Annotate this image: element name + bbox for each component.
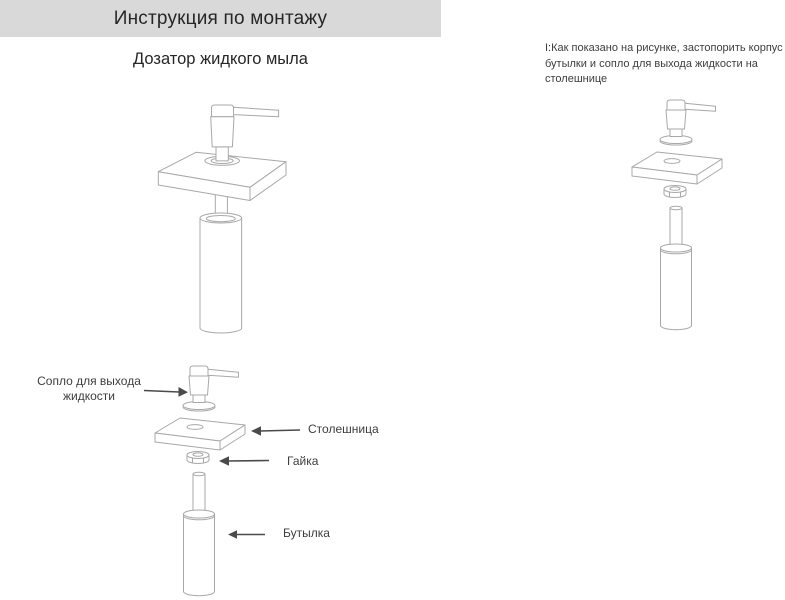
exploded-dispenser-drawing-right [620,95,750,334]
title-bar [0,0,441,37]
arrow-left-icon [227,528,267,541]
label-nozzle-line-1: Сопло для выхода [37,374,141,388]
bottle-with-tube [200,193,242,333]
page-subtitle: Дозатор жидкого мыла [133,50,308,68]
instruction-line-1: I:Как показано на рисунке, застопорить корпус [545,42,783,54]
instruction-text [545,41,783,88]
arrow-right-icon [143,384,189,399]
label-countertop: Столешница [308,422,379,436]
arrow-left-icon [250,424,302,438]
label-bottle: Бутылка [283,526,330,540]
label-nut: Гайка [287,454,319,468]
label-nozzle-line-2: жидкости [63,389,115,403]
instruction-line-2: бутылки и сопло для выхода жидкости на [545,57,758,70]
page-title: Инструкция по монтажу [113,7,328,29]
assembled-dispenser-drawing [150,95,290,340]
label-nozzle [30,374,148,404]
arrow-left-icon [218,454,272,468]
instruction-line-3: столешнице [545,73,608,85]
pump-head [205,105,279,165]
